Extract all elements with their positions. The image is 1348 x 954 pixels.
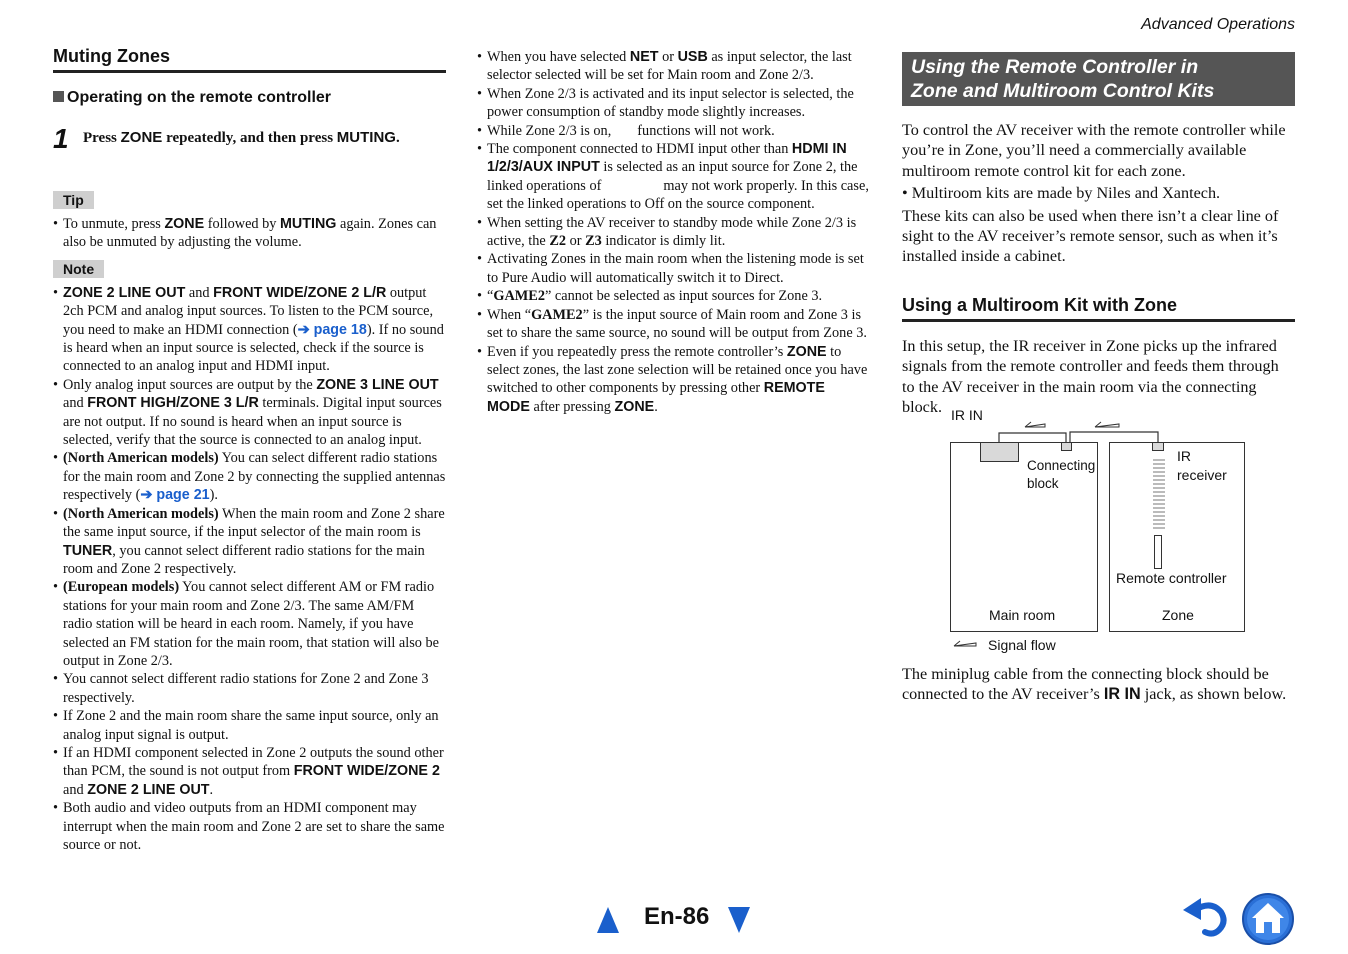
miniplug-paragraph: The miniplug cable from the connecting block should be connected to the AV receiver’s IR IN jack, as shown below. [902,665,1287,704]
line-of-sight-paragraph: These kits can also be used when there isn’t a clear line of sight to the AV receiver’s remote sensor, such as when it’s installed inside a cabinet. [902,206,1279,266]
connecting-block-icon [1062,443,1072,451]
square-bullet-icon [53,91,64,102]
page-18-link[interactable]: ➔ page 18 [297,321,367,338]
zone-label: Zone [1162,607,1194,623]
note-item: • When Zone 2/3 is activated and its input selector is selected, the power consumption of standby mode slightly increases. [477,85,871,122]
tip-list [53,215,446,252]
note-item: • (North American models) You can select different radio stations for the main room and Zone 2 by connecting the supplied antennas respectively (➔ page 21). [53,449,446,504]
middle-column [477,46,871,424]
back-icon[interactable] [1181,896,1229,938]
previous-page-icon[interactable] [596,906,620,934]
note-item: • (European models) You cannot select different AM or FM radio stations for your main room and Zone 2/3. The same AM/FM radio station will be heard in each room. Namely, if you have selected an FM station for the main room, that station will also be output in Zone 2/3. [53,578,446,670]
main-room-label: Main room [989,607,1056,623]
page-21-link[interactable]: ➔ page 21 [140,487,210,504]
remote-controller-icon [1155,536,1162,569]
note-badge: Note [53,260,104,278]
note-item: • ZONE 2 LINE OUT and FRONT WIDE/ZONE 2 L/R output 2ch PCM and analog input sources. To listen to the PCM source, you need to make an HDMI connection (➔ page 18). If no sound is heard when an input source is selected, check if the source is connected to an analog input and HDMI input. [53,284,446,376]
setup-paragraph: In this setup, the IR receiver in Zone picks up the infrared signals from the remote controller and feeds them through to the AV receiver in the main room via the connecting block. [902,336,1279,417]
note-item: • Activating Zones in the main room when the listening mode is set to Pure Audio will automatically switch it to Direct. [477,250,871,287]
cable-zone [1070,432,1158,442]
remote-controller-label: Remote controller [1116,570,1227,586]
multiroom-diagram [945,405,1255,660]
note-item: • When “GAME2” is the input source of Main room and Zone 3 is set to share the same source, no sound will be output from Zone 3. [477,306,871,343]
note-item: • Both audio and video outputs from an HDMI component may interrupt when the main room and Zone 2 are set to share the same source or not. [53,799,446,854]
intro-paragraph: To control the AV receiver with the remote controller while you’re in Zone, you’ll need a commercially available multiroom remote control kit for each zone. [902,121,1286,180]
note-list [53,284,446,855]
connecting-block-label: Connecting block [1027,458,1096,491]
ir-receiver-label: IR receiver [1177,448,1227,483]
signal-flow-label: Signal flow [988,637,1056,653]
tip-item: • To unmute, press ZONE followed by MUTING again. Zones can also be unmuted by adjusting the volume. [53,215,446,252]
section-header: Advanced Operations [1141,16,1295,33]
step-number: 1 [53,123,69,154]
remote-controller-section-title: Using the Remote Controller in Zone and Multiroom Control Kits [902,52,1295,106]
step-1 [53,125,446,153]
tip-badge: Tip [53,191,94,209]
page-number: En-86 [644,903,710,930]
cable-main [999,433,1066,442]
multiroom-kit-title: Using a Multiroom Kit with Zone [902,295,1295,322]
note-item: • If an HDMI component selected in Zone 2 outputs the sound other than PCM, the sound is not output from FRONT WIDE/ZONE 2 and ZONE 2 LINE OUT. [53,744,446,799]
ir-in-label: IR IN [951,407,983,423]
signal-flow-legend-icon [954,641,976,646]
note-item: • Even if you repeatedly press the remote controller’s ZONE to select zones, the last zone selection will be retained once you have switched to other components by pressing other REMOTE MODE after pressing ZONE. [477,343,871,417]
av-receiver-icon [981,443,1019,462]
notes-continued-list [477,48,871,416]
note-item: • (North American models) When the main room and Zone 2 share the same input source, if the input selector of the main room is TUNER, you cannot select different radio stations for the main room and Zone 2 respectively. [53,505,446,579]
note-item: • If Zone 2 and the main room share the same input source, only an analog input signal is output. [53,707,446,744]
signal-flow-arrow-1 [1025,422,1045,427]
home-icon[interactable] [1241,892,1295,946]
kits-maker-paragraph: • Multiroom kits are made by Niles and Xantech. [902,184,1221,203]
next-page-icon[interactable] [727,906,751,934]
note-item: • While Zone 2/3 is on, functions will not work. [477,122,871,140]
note-item: • Only analog input sources are output by the ZONE 3 LINE OUT and FRONT HIGH/ZONE 3 L/R terminals. Digital input sources are not output. If no sound is heard when an input source is selected, verify that the source is connected to an analog input. [53,376,446,450]
note-item: • “GAME2” cannot be selected as input sources for Zone 3. [477,287,871,305]
note-item: • The component connected to HDMI input other than HDMI IN 1/2/3/AUX INPUT is selected as an input source for Zone 2, the linked operations of may not work properly. In this case, set the linked operations to Off on the source component. [477,140,871,214]
signal-flow-arrow-2 [1095,422,1119,427]
note-item: • You cannot select different radio stations for Zone 2 and Zone 3 respectively. [53,670,446,707]
ir-receiver-icon [1153,443,1164,451]
step-text: Press ZONE repeatedly, and then press MUTING. [83,129,400,146]
muting-zones-title: Muting Zones [53,46,446,73]
note-item: • When setting the AV receiver to standby mode while Zone 2/3 is active, the Z2 or Z3 indicator is dimly lit. [477,214,871,251]
operating-subtitle: Operating on the remote controller [53,89,446,107]
note-item: • When you have selected NET or USB as input selector, the last selector selected will be set for Main room and Zone 2/3. [477,48,871,85]
left-column [53,46,446,862]
